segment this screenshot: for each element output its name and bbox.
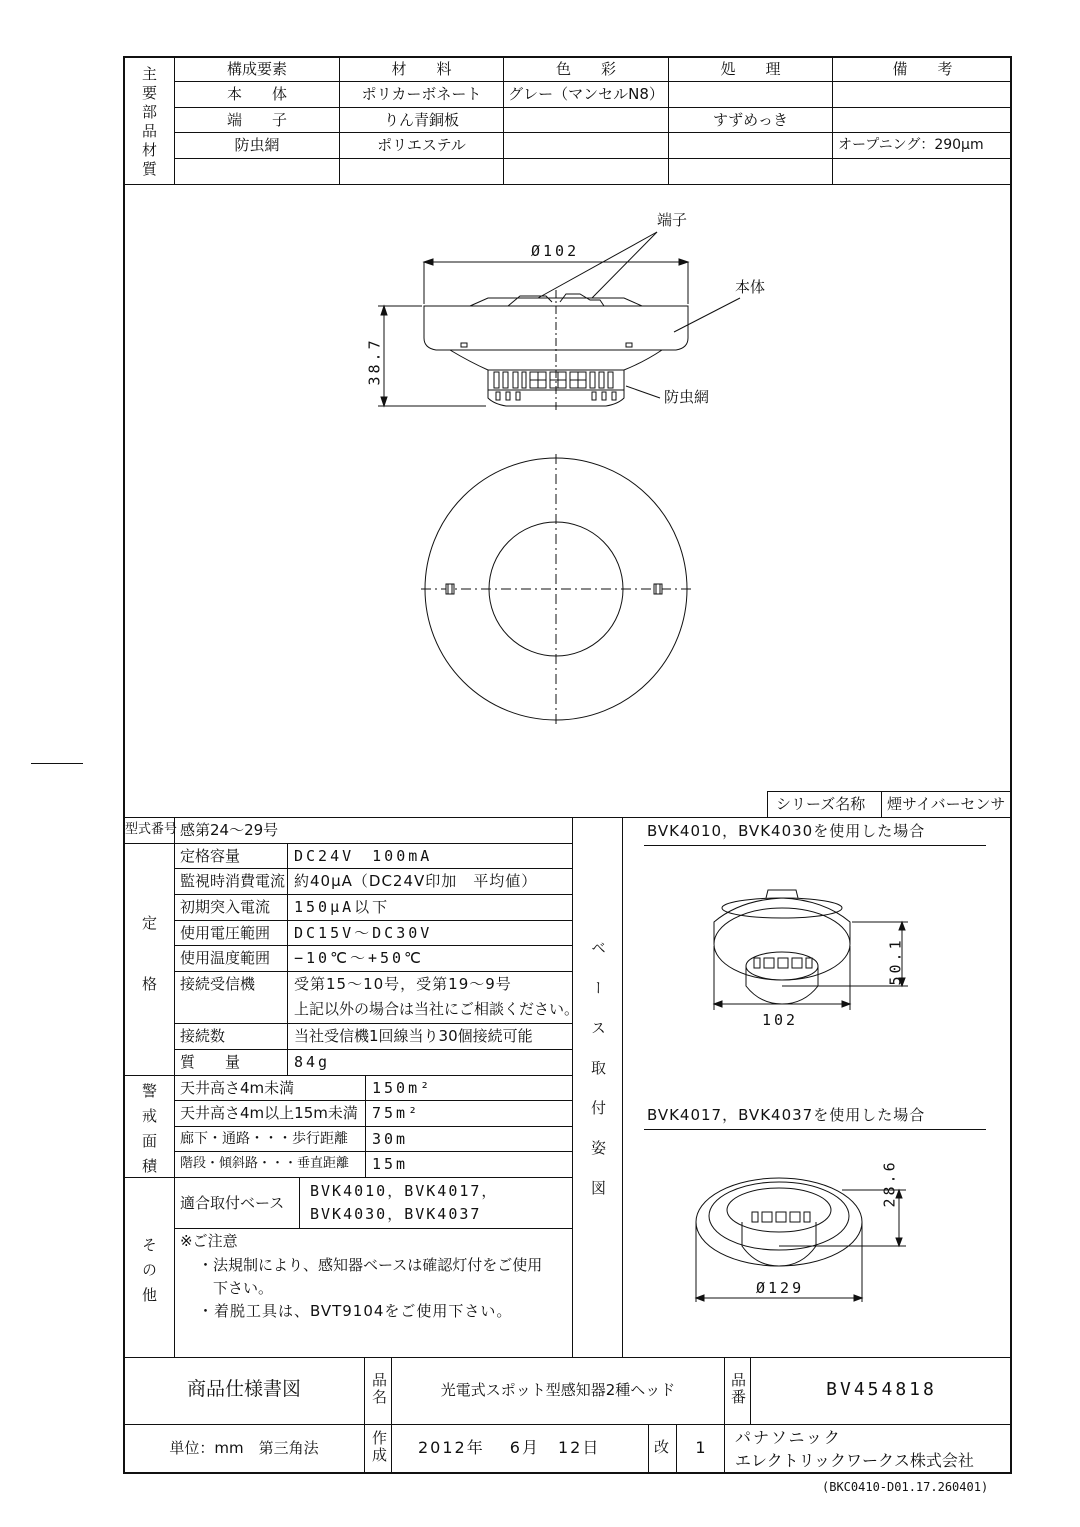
series-value: 煙サイバーセンサ <box>887 795 1006 813</box>
product-name: 光電式スポット型感知器2種ヘッド <box>440 1381 676 1399</box>
model-label: 型式番号 <box>125 822 178 837</box>
diameter-dimension: Ø102 <box>531 242 580 260</box>
area-row-label: 廊下・通路・・・歩行距離 <box>180 1131 348 1147</box>
mesh-label: 防虫網 <box>664 388 710 406</box>
creation-date: 2012年 6月 12日 <box>418 1438 601 1457</box>
receiver-value: 受第15〜10号，受第19〜9号 <box>294 975 512 993</box>
company-name-line1: パナソニック <box>735 1428 842 1447</box>
case2-width: Ø129 <box>756 1279 805 1297</box>
area-row-value: 75m² <box>372 1104 421 1122</box>
receiver-label: 接続受信機 <box>180 975 256 993</box>
materials-side-label: 主要部品材質 <box>140 66 158 180</box>
spec-value: −10℃〜+50℃ <box>294 949 424 967</box>
company-name-line2: エレクトリックワークス株式会社 <box>735 1451 974 1470</box>
case1-height: 50.1 <box>886 937 905 986</box>
spec-label: 定格容量 <box>180 847 241 865</box>
document-reference: (BKC0410-D01.17.260401) <box>822 1480 989 1494</box>
made-label: 作成 <box>370 1430 388 1464</box>
table-cell: 端 子 <box>226 111 287 129</box>
count-value: 当社受信機1回線当り30個接続可能 <box>294 1027 533 1045</box>
table-cell: オープニング：290μm <box>838 137 984 153</box>
base-mount-drawing <box>623 850 1011 1310</box>
table-cell: りん青銅板 <box>383 111 459 129</box>
area-row-value: 150m² <box>372 1079 433 1097</box>
receiver-note: 上記以外の場合は当社にご相談ください。 <box>294 1000 580 1018</box>
note-text: 下さい。 <box>213 1279 274 1297</box>
body-label: 本体 <box>735 278 766 296</box>
spec-label: 使用電圧範囲 <box>180 924 271 942</box>
height-dimension: 38.7 <box>365 337 384 386</box>
name-label: 品名 <box>370 1372 388 1406</box>
spec-value: DC15V〜DC30V <box>294 924 433 942</box>
header-material: 材 料 <box>391 60 452 78</box>
area-row-label: 天井高さ4m未満 <box>180 1079 295 1097</box>
area-label: 警戒面積 <box>140 1083 158 1183</box>
spec-value: 約40μA（DC24V印加 平均値） <box>294 872 538 890</box>
note-text: ・法規制により、感知器ベースは確認灯付をご使用 <box>198 1256 543 1274</box>
code-label: 品番 <box>729 1372 747 1406</box>
mass-value: 84g <box>294 1053 331 1071</box>
area-row-label: 階段・傾斜路・・・垂直距離 <box>180 1156 350 1171</box>
notes-title: ※ご注意 <box>180 1232 238 1250</box>
header-component: 構成要素 <box>226 60 287 78</box>
table-cell: グレー（マンセルN8） <box>508 85 664 103</box>
model-value: 感第24〜29号 <box>180 821 279 839</box>
base-value: BVK4010，BVK4017， <box>310 1182 499 1200</box>
series-label: シリーズ名称 <box>776 795 866 813</box>
base-mount-side-label: ベース取付姿図 <box>589 940 607 1220</box>
rating-label: 定格 <box>140 915 158 1037</box>
case1-title: BVK4010，BVK4030を使用した場合 <box>647 822 926 840</box>
terminal-label: 端子 <box>657 211 688 229</box>
margin-mark <box>31 763 83 764</box>
spec-label: 初期突入電流 <box>180 898 271 916</box>
case2-height: 28.6 <box>880 1159 899 1208</box>
spec-label: 使用温度範囲 <box>180 949 271 967</box>
revision-label: 改 <box>654 1438 670 1456</box>
spec-label: 監視時消費電流 <box>180 872 286 890</box>
case2-title: BVK4017，BVK4037を使用した場合 <box>647 1106 926 1124</box>
unit-note: 単位：mm 第三角法 <box>169 1439 319 1457</box>
note-text: ・着脱工具は、BVT9104をご使用下さい。 <box>198 1302 513 1320</box>
header-remarks: 備 考 <box>892 60 953 78</box>
spec-value: DC24V 100mA <box>294 847 433 865</box>
table-cell: ポリエステル <box>377 136 466 154</box>
area-row-value: 15m <box>372 1155 409 1173</box>
header-color: 色 彩 <box>555 60 616 78</box>
other-label: その他 <box>140 1237 158 1312</box>
spec-value: 150μA以下 <box>294 898 391 916</box>
base-label: 適合取付ベース <box>180 1194 285 1212</box>
table-cell: すずめっき <box>712 111 788 129</box>
doc-title: 商品仕様書図 <box>186 1378 301 1400</box>
product-code: BV454818 <box>826 1379 937 1400</box>
area-row-value: 30m <box>372 1130 409 1148</box>
area-row-label: 天井高さ4m以上15m未満 <box>180 1104 358 1122</box>
count-label: 接続数 <box>180 1027 226 1045</box>
case1-width: 102 <box>762 1011 799 1029</box>
sensor-drawing <box>124 185 1011 790</box>
table-cell: 防虫網 <box>234 136 280 154</box>
revision-number: 1 <box>695 1438 706 1457</box>
table-cell: 本 体 <box>226 85 287 103</box>
header-treatment: 処 理 <box>720 60 781 78</box>
mass-label: 質 量 <box>180 1053 241 1071</box>
table-cell: ポリカーボネート <box>361 85 482 103</box>
base-value: BVK4030，BVK4037 <box>310 1205 482 1223</box>
